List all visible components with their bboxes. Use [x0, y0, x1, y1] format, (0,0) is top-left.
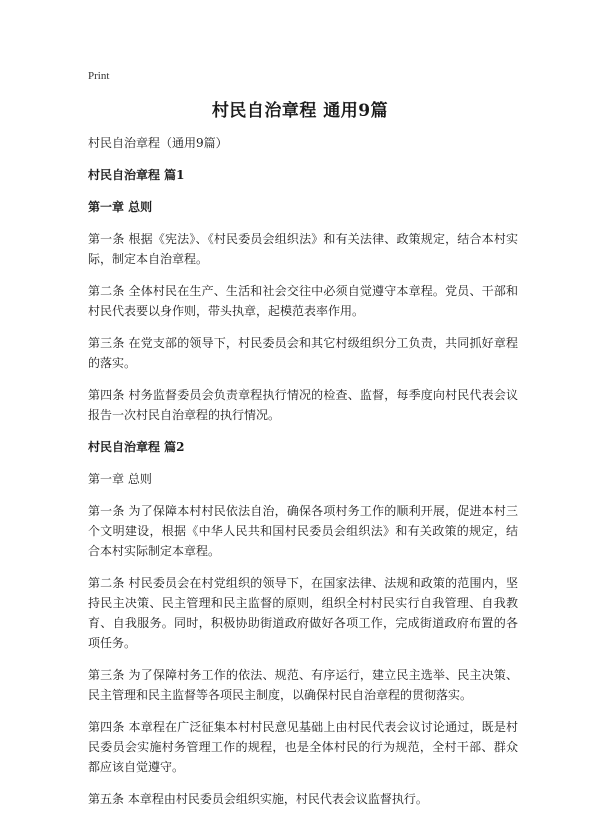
- article-paragraph: 第三条 在党支部的领导下，村民委员会和其它村级组织分工负责，共同抓好章程的落实。: [88, 336, 518, 370]
- article-paragraph: 第五条 本章程由村民委员会组织实施，村民代表会议监督执行。: [88, 792, 428, 806]
- print-link[interactable]: Print: [88, 70, 110, 82]
- article-paragraph: 第二条 全体村民在生产、生活和社会交往中必须自觉遵守本章程。党员、干部和村民代表要以身作则，带头执章，起模范表率作用。: [88, 284, 518, 318]
- page-title: 村民自治章程 通用9篇: [211, 101, 389, 121]
- article-paragraph: 第四条 村务监督委员会负责章程执行情况的检查、监督，每季度向村民代表会议报告一次村民自治章程的执行情况。: [88, 388, 518, 422]
- document-subtitle: 村民自治章程（通用9篇）: [88, 136, 228, 150]
- chapter-heading-1: 第一章 总则: [88, 200, 153, 214]
- article-paragraph: 第一条 根据《宪法》、《村民委员会组织法》和有关法律、政策规定，结合本村实际，制定本自治章程。: [88, 232, 518, 266]
- part-heading-2: 村民自治章程 篇2: [88, 440, 185, 454]
- article-paragraph: 第三条 为了保障村务工作的依法、规范、有序运行，建立民主选举、民主决策、民主管理和民主监督等各项民主制度，以确保村民自治章程的贯彻落实。: [88, 668, 518, 702]
- part-heading-1: 村民自治章程 篇1: [88, 168, 185, 182]
- chapter-heading-2: 第一章 总则: [88, 472, 152, 486]
- article-paragraph: 第四条 本章程在广泛征集本村村民意见基础上由村民代表会议讨论通过，既是村民委员会实施村务管理工作的规程，也是全体村民的行为规范，全村干部、群众都应该自觉遵守。: [88, 720, 518, 774]
- article-paragraph: 第一条 为了保障本村村民依法自治，确保各项村务工作的顺利开展，促进本村三个文明建设，根据《中华人民共和国村民委员会组织法》和有关政策的规定，结合本村实际制定本章程。: [88, 504, 518, 558]
- article-paragraph: 第二条 村民委员会在村党组织的领导下，在国家法律、法规和政策的范围内，坚持民主决策、民主管理和民主监督的原则，组织全村村民实行自我管理、自我教育、自我服务。同时，积极协助街道政府做好各项工作，完成街道政府布置的各项任务。: [88, 576, 518, 650]
- document-body: [88, 133, 518, 821]
